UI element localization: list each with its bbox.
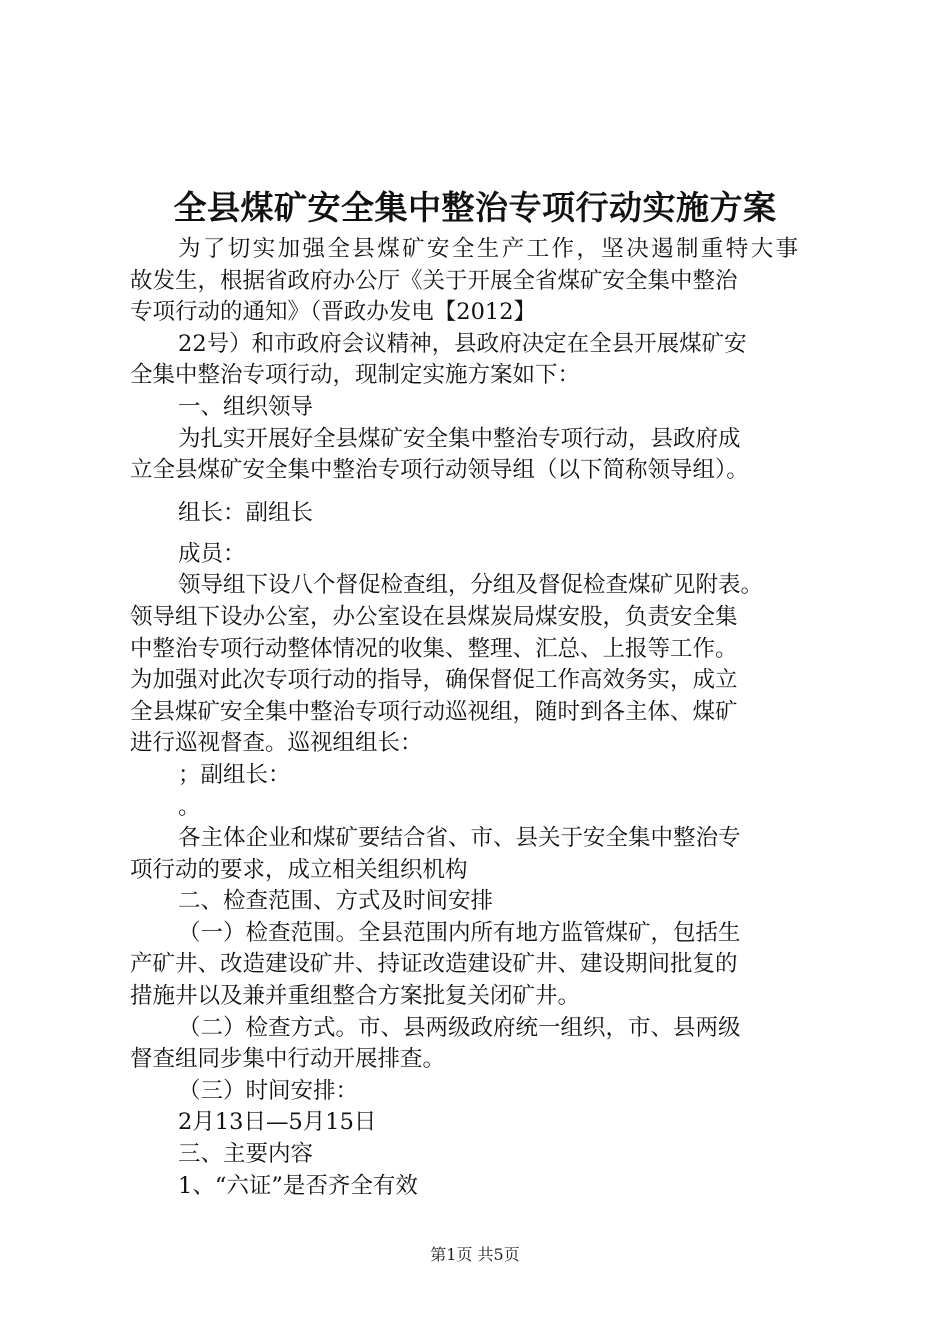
paragraph-line: 为加强对此次专项行动的指导，确保督促工作高效务实，成立: [130, 667, 738, 694]
paragraph-line: 督查组同步集中行动开展排查。: [130, 1046, 446, 1073]
paragraph-line: 全集中整治专项行动，现制定实施方案如下：: [130, 362, 581, 389]
paragraph-line: 1、“六证”是否齐全有效: [178, 1172, 418, 1199]
paragraph-line: （三）时间安排：: [178, 1077, 359, 1104]
paragraph-line: 为了切实加强全县煤矿安全生产工作，坚决遏制重特大事: [178, 236, 801, 262]
paragraph-line: 。: [178, 793, 201, 820]
paragraph-line: 各主体企业和煤矿要结合省、市、县关于安全集中整治专: [178, 825, 741, 852]
paragraph-line: 产矿井、改造建设矿井、持证改造建设矿井、建设期间批复的: [130, 951, 738, 978]
paragraph-line: 成员：: [178, 540, 246, 567]
paragraph-line: （一）检查范围。全县范围内所有地方监管煤矿，包括生: [178, 919, 741, 946]
paragraph-line: 领导组下设办公室，办公室设在县煤炭局煤安股，负责安全集: [130, 603, 738, 630]
paragraph-line: 进行巡视督查。巡视组组长：: [130, 730, 423, 757]
paragraph-line: 专项行动的通知》（晋政办发电【2012】: [130, 299, 537, 326]
paragraph-line: （二）检查方式。市、县两级政府统一组织，市、县两级: [178, 1014, 741, 1041]
paragraph-line: 组长：副组长: [178, 499, 314, 526]
page-footer: 第1页 共5页: [430, 1245, 520, 1264]
paragraph-line: 领导组下设八个督促检查组，分组及督促检查煤矿见附表。: [178, 572, 764, 599]
paragraph-line: 立全县煤矿安全集中整治专项行动领导组（以下简称领导组）。: [130, 457, 749, 484]
paragraph-line: 中整治专项行动整体情况的收集、整理、汇总、上报等工作。: [130, 635, 738, 662]
document-body: [130, 234, 836, 1202]
document-title: 全县煤矿安全集中整治专项行动实施方案: [173, 188, 777, 227]
paragraph-line: 22号）和市政府会议精神，县政府决定在全县开展煤矿安: [178, 330, 747, 357]
section-heading: 一、组织领导: [178, 393, 314, 420]
paragraph-line: 项行动的要求，成立相关组织机构: [130, 856, 468, 883]
paragraph-line: 故发生，根据省政府办公厅《关于开展全省煤矿安全集中整治: [130, 267, 738, 294]
paragraph-line: 全县煤矿安全集中整治专项行动巡视组，随时到各主体、煤矿: [130, 698, 738, 725]
section-heading: 二、检查范围、方式及时间安排: [178, 888, 494, 915]
paragraph-line: 措施井以及兼并重组整合方案批复关闭矿井。: [130, 983, 581, 1010]
paragraph-line: 2月13日—5月15日: [178, 1109, 377, 1136]
paragraph-line: ；副组长：: [178, 761, 291, 788]
section-heading: 三、主要内容: [178, 1141, 314, 1168]
paragraph-line: 为扎实开展好全县煤矿安全集中整治专项行动，县政府成: [178, 425, 741, 452]
